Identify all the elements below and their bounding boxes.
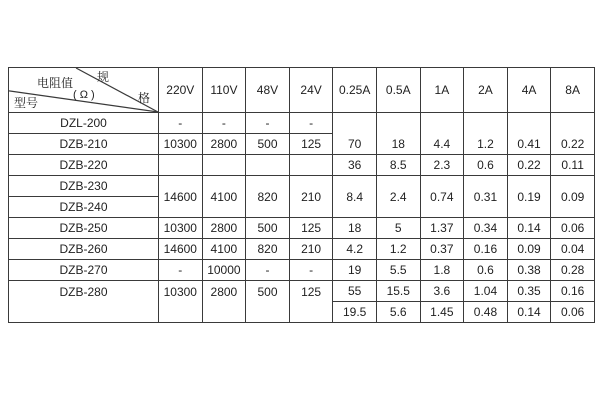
table-cell [202,155,246,176]
table-cell: 500 [246,134,290,155]
table-cell: 1.04 [464,281,508,302]
table-cell: 1.37 [420,218,464,239]
col-header-2a: 2A [464,68,508,113]
table-cell: 0.06 [551,302,595,323]
table-row-dzb-270 [9,260,595,281]
table-cell: 4100 [202,239,246,260]
table-cell: 2800 [202,218,246,239]
table-cell: 0.35 [507,281,551,302]
table-cell: 15.5 [376,281,420,302]
table-cell: 0.19 [507,176,551,218]
table-cell: 5.6 [376,302,420,323]
table-cell: - [246,113,290,134]
table-cell: 70 [333,113,377,155]
table-cell: 4.4 [420,113,464,155]
col-header-8a: 8A [551,68,595,113]
table-row-dzb-280 [9,281,595,302]
table-cell: 19 [333,260,377,281]
table-cell: 10300 [159,218,203,239]
table-cell: 0.34 [464,218,508,239]
model-cell: DZB-250 [9,218,159,239]
table-row-dzb-220 [9,155,595,176]
diagonal-corner-cell [9,68,159,113]
model-cell: DZL-200 [9,113,159,134]
model-cell: DZB-240 [9,197,159,218]
corner-spec-char-bottom: 格 [138,91,151,105]
corner-resistance-label: 电阻值 [37,76,74,90]
table-cell: 0.09 [507,239,551,260]
header-row [9,68,595,113]
corner-model-label: 型号 [14,96,39,110]
col-header-220v: 220V [159,68,203,113]
table-cell: 4.2 [333,239,377,260]
table-cell: 0.04 [551,239,595,260]
table-cell: 0.28 [551,260,595,281]
table-cell: 10300 [159,134,203,155]
col-header-24v: 24V [289,68,333,113]
table-cell: 5.5 [376,260,420,281]
table-cell: 36 [333,155,377,176]
table-cell: - [159,260,203,281]
table-cell: - [246,260,290,281]
table-cell: 0.14 [507,218,551,239]
table-cell: 0.38 [507,260,551,281]
table-cell [289,155,333,176]
table-cell: 4100 [202,176,246,218]
table-cell: 125 [289,281,333,323]
table-cell: 0.22 [551,113,595,155]
table-cell: 18 [333,218,377,239]
model-cell: DZB-210 [9,134,159,155]
model-cell: DZB-260 [9,239,159,260]
table-cell: 2.4 [376,176,420,218]
table-cell [159,155,203,176]
table-cell: 1.45 [420,302,464,323]
table-cell: - [202,113,246,134]
table-cell: 0.06 [551,218,595,239]
table-cell: 8.5 [376,155,420,176]
table-cell: 500 [246,218,290,239]
table-cell: 820 [246,176,290,218]
corner-unit-label: ( Ω ) [73,89,95,101]
table-cell: 8.4 [333,176,377,218]
table-cell: 5 [376,218,420,239]
table-cell: 0.31 [464,176,508,218]
table-cell: 19.5 [333,302,377,323]
table-cell: 0.41 [507,113,551,155]
col-header-05a: 0.5A [376,68,420,113]
table-cell: 0.16 [551,281,595,302]
table-cell: 1.2 [376,239,420,260]
corner-spec-char-top: 规 [97,70,110,84]
table-row-dzb-230 [9,176,595,197]
table-cell: 0.09 [551,176,595,218]
table-cell: 1.2 [464,113,508,155]
table-cell: 0.22 [507,155,551,176]
table-cell: 14600 [159,176,203,218]
table-cell: 18 [376,113,420,155]
table-cell: 2800 [202,281,246,323]
diagonal-corner-inner [9,68,158,112]
table-cell: 10000 [202,260,246,281]
table-cell: 1.8 [420,260,464,281]
table-cell: 500 [246,281,290,323]
table-cell: 3.6 [420,281,464,302]
resistance-spec-table [8,67,595,323]
table-cell [246,155,290,176]
table-cell: 0.6 [464,260,508,281]
table-row-dzb-250 [9,218,595,239]
table-cell: - [159,113,203,134]
table-cell: 210 [289,239,333,260]
col-header-1a: 1A [420,68,464,113]
table-cell: 10300 [159,281,203,323]
table-cell: 0.48 [464,302,508,323]
table-cell: 0.11 [551,155,595,176]
col-header-110v: 110V [202,68,246,113]
table-cell: 14600 [159,239,203,260]
model-cell: DZB-270 [9,260,159,281]
table-cell: 210 [289,176,333,218]
table-cell: 0.16 [464,239,508,260]
table-cell: 0.37 [420,239,464,260]
table-cell: 125 [289,218,333,239]
table-cell: 0.6 [464,155,508,176]
table-cell: 2800 [202,134,246,155]
model-cell: DZB-230 [9,176,159,197]
col-header-025a: 0.25A [333,68,377,113]
table-cell: 2.3 [420,155,464,176]
col-header-48v: 48V [246,68,290,113]
table-cell: 55 [333,281,377,302]
table-cell: - [289,113,333,134]
table-cell: 125 [289,134,333,155]
table-cell: 0.74 [420,176,464,218]
table-cell: - [289,260,333,281]
table-cell: 820 [246,239,290,260]
table-row-dzb-260 [9,239,595,260]
table-row-dzl-200 [9,113,595,134]
model-cell: DZB-280 [9,281,159,323]
col-header-4a: 4A [507,68,551,113]
table-cell: 0.14 [507,302,551,323]
model-cell: DZB-220 [9,155,159,176]
